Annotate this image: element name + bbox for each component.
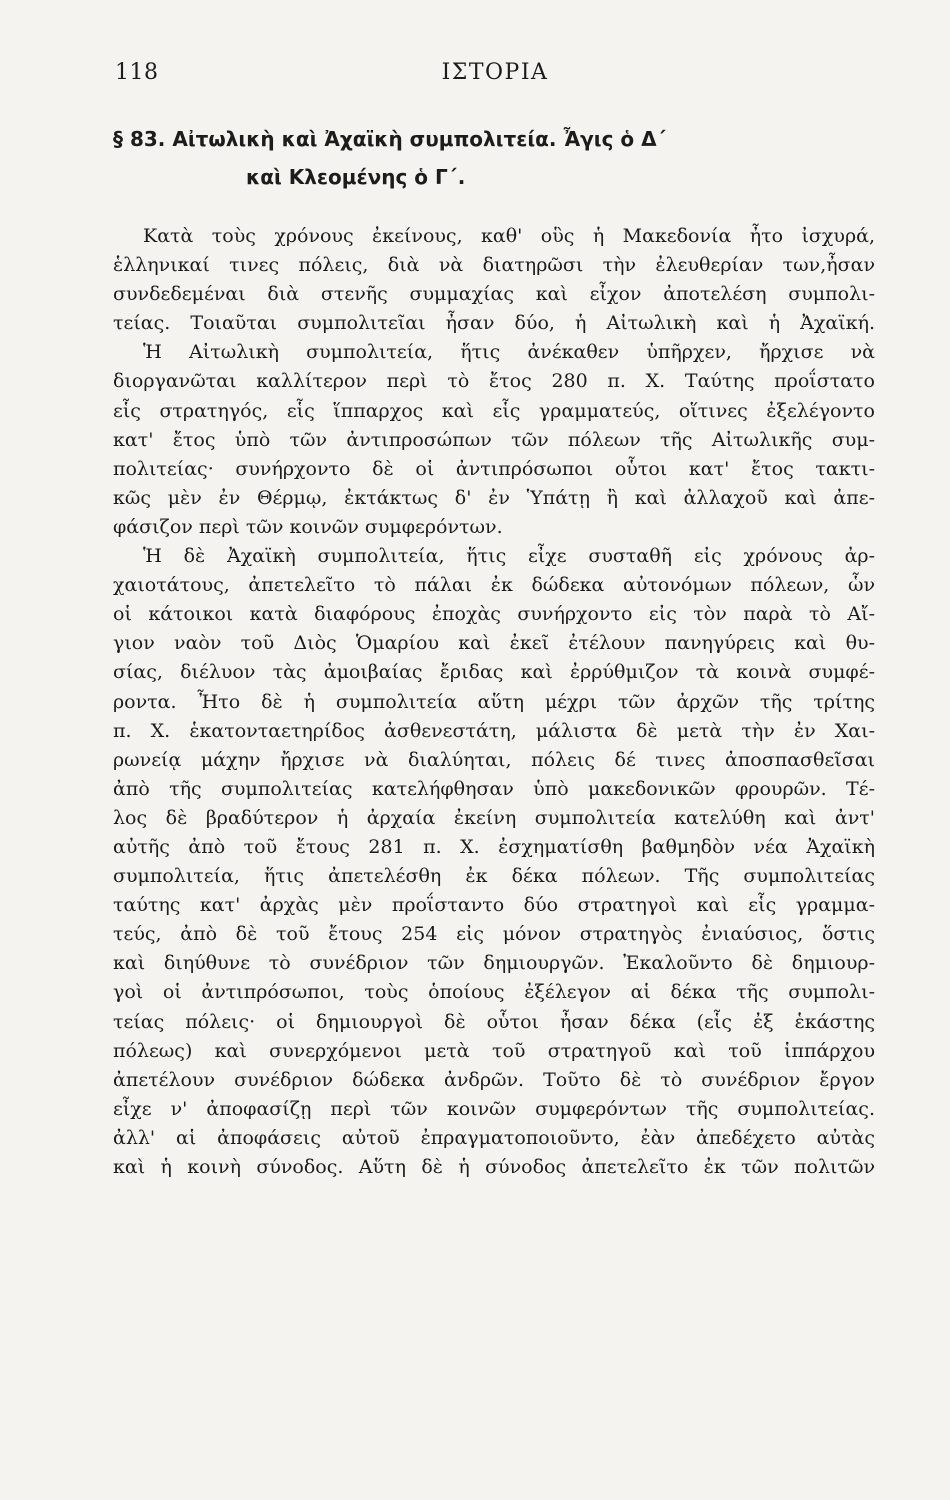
book-title: ΙΣΤΟΡΙΑ [441, 60, 549, 85]
text-line: καὶ διηύθυνε τὸ συνέδριον τῶν δημιουργῶν. Ἐκαλοῦντο δὲ δημιουρ- [113, 952, 875, 975]
text-line: ἀπὸ τῆς συμπολιτείας κατελήφθησαν ὑπὸ μακεδονικῶν φρουρῶν. Τέ- [113, 777, 875, 800]
text-line: ἑλληνικαί τινες πόλεις, διὰ νὰ διατηρῶσι τὴν ἐλευθερίαν των,ἦσαν [113, 254, 875, 277]
text-line: εἶχε ν' ἀποφασίζῃ περὶ τῶν κοινῶν συμφερόντων τῆς συμπολιτείας. [113, 1097, 875, 1120]
text-line: γοὶ οἱ ἀντιπρόσωποι, τοὺς ὁποίους ἐξέλεγον αἱ δέκα τῆς συμπολι- [113, 981, 875, 1004]
text-line: σίας, διέλυον τὰς ἀμοιβαίας ἔριδας καὶ ἐρρύθμιζον τὰ κοινὰ συμφέ- [113, 661, 875, 684]
text-line: αὐτῆς ἀπὸ τοῦ ἔτους 281 π. Χ. ἐσχηματίσθη βαθμηδὸν νέα Ἀχαϊκὴ [113, 835, 875, 858]
text-line: Ἡ Αἰτωλικὴ συμπολιτεία, ἥτις ἀνέκαθεν ὑπῆρχεν, ἤρχισε νὰ [143, 341, 875, 364]
running-head [115, 60, 875, 94]
text-line: ρωνείᾳ μάχην ἤρχισε νὰ διαλύηται, πόλεις δέ τινες ἀποσπασθεῖσαι [113, 748, 875, 771]
text-line: ἀλλ' αἱ ἀποφάσεις αὐτοῦ ἐπραγματοποιοῦντο, ἐὰν ἀπεδέχετο αὐτὰς [113, 1126, 875, 1149]
text-line: διοργανῶται καλλίτερον περὶ τὸ ἔτος 280 π. Χ. Ταύτης προΐστατο [113, 370, 875, 393]
text-line: ταύτης κατ' ἀρχὰς μὲν προΐσταντο δύο στρατηγοὶ καὶ εἷς γραμμα- [113, 894, 875, 917]
section-heading-line-1: § 83. Αἰτωλικὴ καὶ Ἀχαϊκὴ συμπολιτεία. Ἆγις ὁ Δ´ [113, 127, 667, 151]
text-line: τείας. Τοιαῦται συμπολιτεῖαι ἦσαν δύο, ἡ Αἰτωλικὴ καὶ ἡ Ἀχαϊκή. [113, 312, 875, 335]
text-line: τεύς, ἀπὸ δὲ τοῦ ἔτους 254 εἰς μόνον στρατηγὸς ἐνιαύσιος, ὅστις [113, 923, 875, 946]
text-line: χαιοτάτους, ἀπετελεῖτο τὸ πάλαι ἐκ δώδεκα αὐτονόμων πόλεων, ὧν [113, 574, 875, 597]
section-heading [113, 120, 875, 196]
text-line: συνδεδεμέναι διὰ στενῆς συμμαχίας καὶ εἶχον ἀποτελέση συμπολι- [113, 283, 875, 306]
text-line: π. Χ. ἑκατονταετηρίδος ἀσθενεστάτη, μάλιστα δὲ μετὰ τὴν ἐν Χαι- [113, 719, 875, 742]
text-line: ἀπετέλουν συνέδριον δώδεκα ἀνδρῶν. Τοῦτο δὲ τὸ συνέδριον ἔργον [113, 1068, 875, 1091]
text-line: κῶς μὲν ἐν Θέρμῳ, ἐκτάκτως δ' ἐν Ὑπάτῃ ἢ καὶ ἀλλαχοῦ καὶ ἀπε- [113, 486, 875, 509]
text-line: κατ' ἔτος ὑπὸ τῶν ἀντιπροσώπων τῶν πόλεων τῆς Αἰτωλικῆς συμ- [113, 428, 875, 451]
text-line: Κατὰ τοὺς χρόνους ἐκείνους, καθ' οὓς ἡ Μακεδονία ἦτο ἰσχυρά, [143, 225, 875, 247]
section-heading-line-2: καὶ Κλεομένης ὁ Γ´. [246, 165, 466, 189]
text-line: Ἡ δὲ Ἀχαϊκὴ συμπολιτεία, ἥτις εἶχε συσταθῆ εἰς χρόνους ἀρ- [143, 545, 875, 568]
text-line: συμπολιτεία, ἥτις ἀπετελέσθη ἐκ δέκα πόλεων. Τῆς συμπολιτείας [113, 865, 875, 888]
text-line: ροντα. Ἦτο δὲ ἡ συμπολιτεία αὕτη μέχρι τῶν ἀρχῶν τῆς τρίτης [113, 690, 875, 713]
text-line: καὶ ἡ κοινὴ σύνοδος. Αὕτη δὲ ἡ σύνοδος ἀπετελεῖτο ἐκ τῶν πολιτῶν [113, 1156, 875, 1178]
text-line: γιον ναὸν τοῦ Διὸς Ὁμαρίου καὶ ἐκεῖ ἐτέλουν πανηγύρεις καὶ θυ- [113, 632, 875, 655]
text-line: πολιτείας· συνήρχοντο δὲ οἱ ἀντιπρόσωποι οὗτοι κατ' ἔτος τακτι- [113, 457, 875, 480]
text-line: εἷς στρατηγός, εἷς ἵππαρχος καὶ εἷς γραμματεύς, οἵτινες ἐξελέγοντο [113, 399, 875, 422]
body-text [113, 222, 875, 1182]
text-line: οἱ κάτοικοι κατὰ διαφόρους ἐποχὰς συνήρχοντο εἰς τὸν παρὰ τὸ Αἴ- [113, 603, 875, 626]
text-line: πόλεως) καὶ συνερχόμενοι μετὰ τοῦ στρατηγοῦ καὶ τοῦ ἱππάρχου [113, 1039, 875, 1062]
page-number: 118 [115, 60, 159, 85]
text-line: φάσιζον περὶ τῶν κοινῶν συμφερόντων. [113, 515, 503, 538]
text-line: λος δὲ βραδύτερον ἡ ἀρχαία ἐκείνη συμπολιτεία κατελύθη καὶ ἀντ' [113, 806, 875, 829]
text-line: τείας πόλεις· οἱ δημιουργοὶ δὲ οὗτοι ἦσαν δέκα (εἷς ἐξ ἑκάστης [113, 1010, 875, 1033]
